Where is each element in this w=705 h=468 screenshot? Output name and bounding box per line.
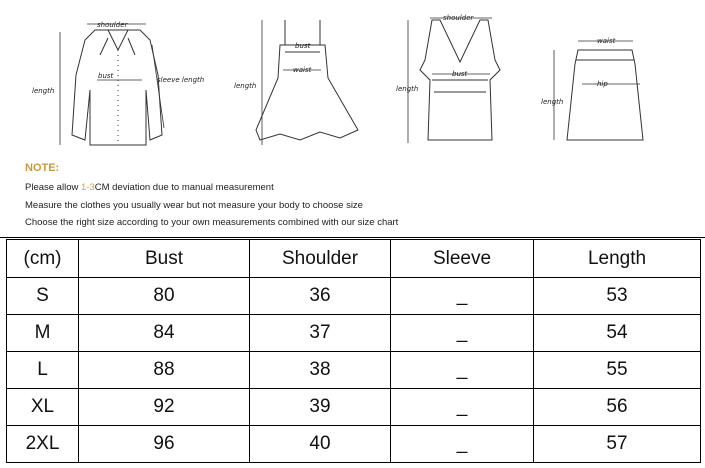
label-bust-3: bust: [452, 70, 468, 78]
note-line-choose: Choose the right size according to your own measurements combined with our size chart: [25, 217, 399, 228]
sleeve-cell: _: [391, 278, 534, 315]
label-waist-2: waist: [597, 37, 616, 45]
label-waist-1: waist: [293, 66, 312, 74]
tank-top-drawing: [420, 20, 500, 140]
shoulder-cell: 38: [250, 352, 391, 389]
bust-cell: 88: [79, 352, 250, 389]
table-row: [7, 426, 701, 463]
note-line-deviation-suffix: CM deviation due to manual measurement: [94, 182, 274, 193]
table-row: [7, 352, 701, 389]
size-cell: 2XL: [7, 426, 79, 463]
header-length: Length: [534, 240, 701, 278]
shoulder-cell: 36: [250, 278, 391, 315]
length-cell: 55: [534, 352, 701, 389]
header-unit: (cm): [7, 240, 79, 278]
label-shoulder-2: shoulder: [443, 14, 474, 22]
size-cell: S: [7, 278, 79, 315]
label-hip: hip: [597, 80, 608, 88]
note-title: NOTE:: [25, 162, 60, 174]
note-line-measure: Measure the clothes you usually wear but not measure your body to choose size: [25, 200, 363, 211]
note-line-deviation-range: 1-3: [80, 182, 95, 193]
shoulder-cell: 39: [250, 389, 391, 426]
header-shoulder: Shoulder: [250, 240, 391, 278]
length-cell: 56: [534, 389, 701, 426]
table-row: [7, 315, 701, 352]
sleeve-cell: _: [391, 426, 534, 463]
label-sleeve-length: sleeve length: [157, 76, 205, 84]
bust-cell: 80: [79, 278, 250, 315]
table-row: [7, 389, 701, 426]
header-bust: Bust: [79, 240, 250, 278]
blouse-drawing: [72, 30, 162, 145]
label-length-1: length: [32, 87, 55, 95]
size-cell: M: [7, 315, 79, 352]
length-cell: 53: [534, 278, 701, 315]
note-line-deviation: [25, 182, 274, 193]
shoulder-cell: 37: [250, 315, 391, 352]
skirt-drawing: [567, 50, 643, 140]
note-line-deviation-prefix: Please allow: [25, 182, 81, 193]
label-length-3: length: [396, 85, 419, 93]
shoulder-cell: 40: [250, 426, 391, 463]
size-cell: L: [7, 352, 79, 389]
bust-cell: 92: [79, 389, 250, 426]
label-length-4: length: [541, 98, 564, 106]
header-sleeve: Sleeve: [391, 240, 534, 278]
bust-cell: 84: [79, 315, 250, 352]
label-length-2: length: [234, 82, 257, 90]
sleeve-cell: _: [391, 315, 534, 352]
label-bust-2: bust: [295, 42, 311, 50]
bust-cell: 96: [79, 426, 250, 463]
length-cell: 54: [534, 315, 701, 352]
table-header-row: [7, 240, 701, 278]
length-cell: 57: [534, 426, 701, 463]
sleeve-cell: _: [391, 389, 534, 426]
dress-drawing: [256, 20, 358, 140]
size-cell: XL: [7, 389, 79, 426]
size-chart-table: [6, 239, 701, 463]
label-bust-1: bust: [98, 72, 114, 80]
sleeve-cell: _: [391, 352, 534, 389]
label-shoulder-1: shoulder: [97, 21, 128, 29]
table-row: [7, 278, 701, 315]
